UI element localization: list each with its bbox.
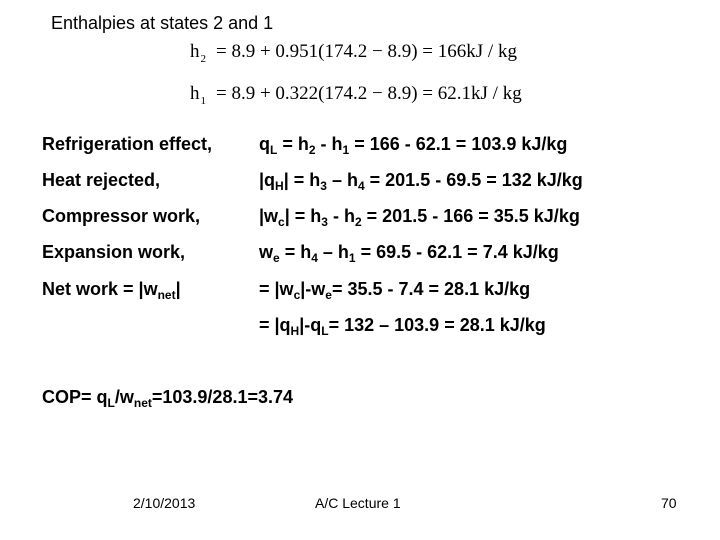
cop-result (42, 387, 293, 410)
eq-rhs: = 8.9 + 0.951(174.2 − 8.9) = 166kJ / kg (216, 41, 517, 62)
expr-part: q (259, 134, 270, 154)
cop-part: =103.9/28.1=3.74 (151, 387, 294, 407)
label-part: Net work = |w (42, 279, 158, 299)
expr-part: = |w (259, 279, 294, 299)
expr-sub: 1 (348, 251, 356, 265)
row-expr-net-work-alt (259, 315, 546, 338)
cop-part: COP= q (42, 387, 108, 407)
equation-h1 (190, 83, 522, 107)
expr-sub: e (325, 288, 332, 302)
expr-sub: H (275, 179, 284, 193)
row-expr-compressor (259, 206, 580, 229)
eq-var: h (190, 83, 200, 104)
cop-sub: L (107, 396, 115, 410)
expr-sub: 3 (321, 215, 328, 229)
expr-part: – h (326, 170, 358, 190)
label-part: | (175, 279, 181, 299)
slide-heading: Enthalpies at states 2 and 1 (51, 13, 274, 33)
expr-sub: 1 (342, 143, 350, 157)
footer-date: 2/10/2013 (133, 495, 196, 511)
expr-part: = 201.5 - 69.5 = 132 kJ/kg (364, 170, 583, 190)
row-expr-refrigeration (259, 134, 567, 157)
expr-part: |-w (300, 279, 326, 299)
expr-sub: 3 (320, 179, 327, 193)
expr-part: = 201.5 - 166 = 35.5 kJ/kg (361, 206, 580, 226)
expr-part: |-q (299, 315, 322, 335)
expr-sub: c (278, 215, 285, 229)
expr-part: = 132 – 103.9 = 28.1 kJ/kg (328, 315, 546, 335)
expr-part: = h (279, 242, 312, 262)
expr-part: - h (327, 206, 355, 226)
expr-part: |w (259, 206, 279, 226)
expr-part: w (259, 242, 274, 262)
expr-sub: L (321, 324, 329, 338)
expr-part: | = h (284, 206, 322, 226)
expr-part: = 166 - 62.1 = 103.9 kJ/kg (349, 134, 568, 154)
expr-sub: 4 (311, 251, 318, 265)
row-expr-expansion (259, 242, 559, 265)
expr-sub: c (293, 288, 301, 302)
eq-var: h (190, 41, 200, 62)
expr-part: = 35.5 - 7.4 = 28.1 kJ/kg (331, 279, 531, 299)
expr-part: = |q (259, 315, 291, 335)
expr-sub: 2 (354, 215, 362, 229)
eq-subscript: 1 (200, 95, 206, 107)
eq-subscript: 2 (200, 53, 206, 65)
row-label-net-work (42, 279, 181, 302)
footer-page-number: 70 (661, 495, 677, 511)
expr-part: - h (315, 134, 343, 154)
row-label-expansion: Expansion work, (42, 242, 186, 262)
row-label-heat-rejected: Heat rejected, (42, 170, 161, 190)
cop-part: /w (114, 387, 134, 407)
footer-title: A/C Lecture 1 (315, 495, 401, 511)
expr-sub: H (290, 324, 300, 338)
equation-h2 (190, 41, 517, 65)
row-expr-net-work (259, 279, 530, 302)
expr-part: | = h (283, 170, 321, 190)
expr-sub: 4 (357, 179, 365, 193)
eq-rhs: = 8.9 + 0.322(174.2 − 8.9) = 62.1kJ / kg (216, 83, 522, 104)
row-label-compressor: Compressor work, (42, 206, 201, 226)
expr-part: – h (317, 242, 349, 262)
cop-sub: net (133, 396, 152, 410)
expr-part: |q (259, 170, 276, 190)
row-label-refrigeration: Refrigeration effect, (42, 134, 213, 154)
expr-sub: e (273, 251, 280, 265)
expr-part: = h (277, 134, 309, 154)
label-sub: net (157, 288, 176, 302)
row-expr-heat-rejected (259, 170, 583, 193)
expr-sub: 2 (308, 143, 316, 157)
expr-part: = 69.5 - 62.1 = 7.4 kJ/kg (355, 242, 559, 262)
expr-sub: L (270, 143, 278, 157)
